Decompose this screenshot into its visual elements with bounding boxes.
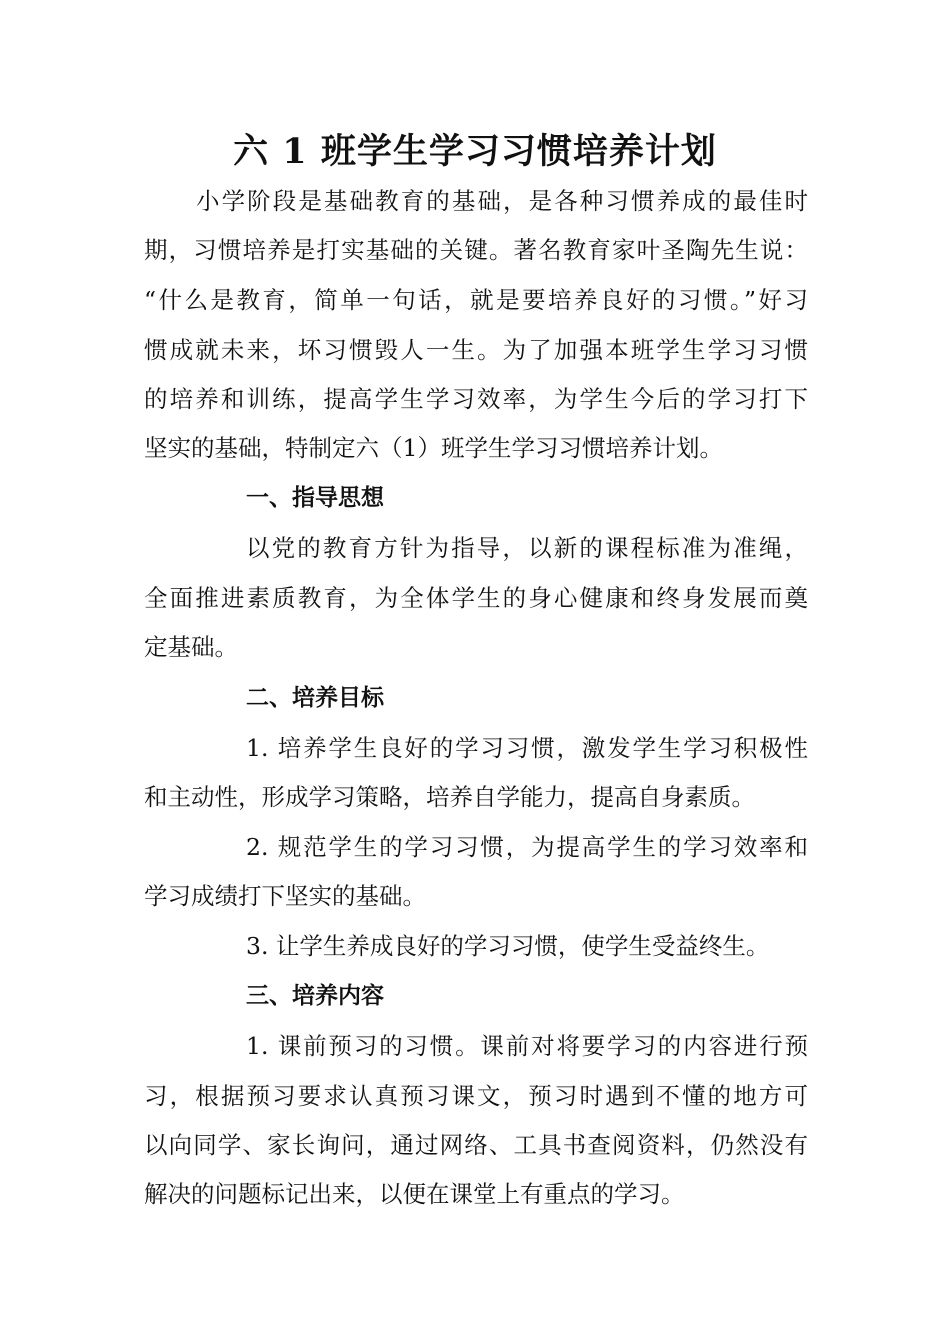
intro-line-2: 期，习惯培养是打实基础的关键。著名教育家叶圣陶先生说： (144, 236, 808, 264)
section-heading-goals: 二、培养目标 (246, 685, 384, 711)
section3-line-4: 解决的问题标记出来，以便在课堂上有重点的学习。 (144, 1180, 685, 1208)
section3-line-2: 习，根据预习要求认真预习课文，预习时遇到不懂的地方可 (144, 1082, 808, 1110)
goal-2-line-2: 学习成绩打下坚实的基础。 (144, 882, 426, 910)
intro-line-6: 坚实的基础，特制定六（1）班学生学习习惯培养计划。 (144, 434, 723, 462)
goal-1-line-2: 和主动性，形成学习策略，培养自学能力，提高自身素质。 (144, 783, 755, 811)
goal-2-line-1: 2. 规范学生的学习习惯，为提高学生的学习效率和 (246, 833, 808, 861)
intro-line-3: “什么是教育，简单一句话，就是要培养良好的习惯。”好习 (144, 286, 808, 314)
section-heading-guiding-thought: 一、指导思想 (246, 485, 384, 511)
page-title: 六 1 班学生学习习惯培养计划 (233, 131, 717, 172)
goal-1-line-1: 1. 培养学生良好的学习习惯，激发学生学习积极性 (246, 734, 808, 762)
section1-line-1: 以党的教育方针为指导，以新的课程标准为准绳， (246, 534, 808, 562)
section3-line-3: 以向同学、家长询问，通过网络、工具书查阅资料，仍然没有 (144, 1131, 808, 1159)
section1-line-2: 全面推进素质教育，为全体学生的身心健康和终身发展而奠 (144, 584, 808, 612)
intro-line-5: 的培养和训练，提高学生学习效率，为学生今后的学习打下 (144, 385, 808, 413)
section1-line-3: 定基础。 (144, 633, 238, 661)
section-heading-content: 三、培养内容 (246, 983, 384, 1009)
section3-line-1: 1. 课前预习的习惯。课前对将要学习的内容进行预 (246, 1032, 808, 1060)
intro-line-1: 小学阶段是基础教育的基础，是各种习惯养成的最佳时 (196, 187, 808, 215)
goal-3-line-1: 3. 让学生养成良好的学习习惯，使学生受益终生。 (246, 932, 770, 960)
intro-line-4: 惯成就未来，坏习惯毁人一生。为了加强本班学生学习习惯 (144, 336, 808, 364)
